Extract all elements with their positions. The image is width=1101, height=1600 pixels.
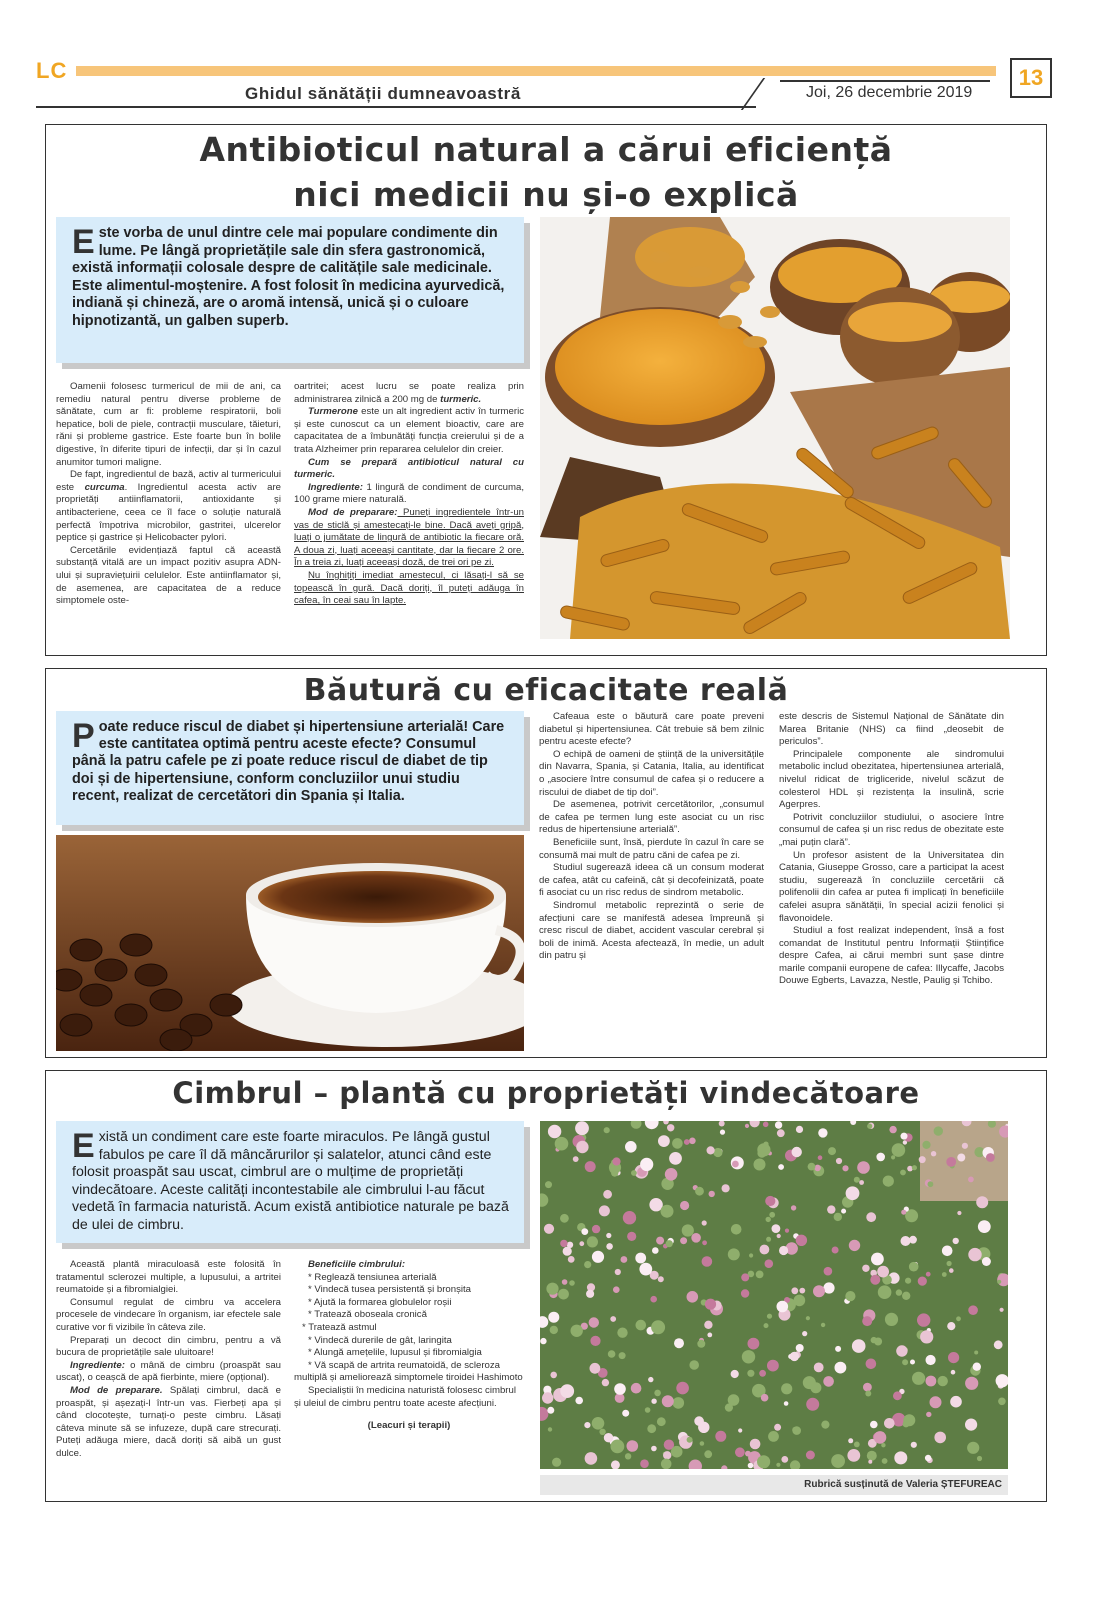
paragraph: oartritei; acest lucru se poate realiza prin administrarea zilnică a 200 mg de turmeric. (294, 381, 524, 405)
benefit-item: * Tratează astmul (302, 1321, 377, 1333)
paragraph: Sindromul metabolic reprezintă o serie de afecțiuni care se manifestă adesea împreună și cresc riscul de diabet, accident vascular cerebral și boli de inimă. Acesta afectează, în medie, un adult din patru și (539, 899, 764, 962)
paragraph: Principalele componente ale sindromului metabolic includ obezitatea, hipertensiunea arterială, nivelul ridicat de trigliceride, nivelul scăzut de colesterol HDL și rezistența la insulină, scrie Agerpres. (779, 748, 1004, 811)
page-number: 13 (1010, 58, 1052, 98)
paragraph: Preparați un decoct din cimbru, pentru a vă bucura de proprietățile sale uluitoare! (56, 1334, 281, 1359)
header-bar (76, 66, 996, 76)
lead-text: xistă un condiment care este foarte miraculos. Pe lângă gustul fabulos pe care îl dă mâncărurilor și salatelor, atunci când este folosit proaspăt sau uscat, cimbrul are o mulțime de proprietăți vindecătoare. Aceste calități incontestabile ale cimbrului l-au făcut vedetă în farmacia naturistă. Acum există antibiotice naturale pe bază de ulei de cimbru. (72, 1129, 509, 1233)
benefit-item: * Vindecă durerile de gât, laringita (308, 1334, 452, 1346)
article-turmeric (45, 124, 1047, 656)
paragraph: Această plantă miraculoasă este folosită în tratamentul sclerozei multiple, a lupusului, a artritei reumatoide și a fibromialgiei. (56, 1259, 281, 1296)
article-coffee-col-2 (779, 711, 1004, 988)
drop-cap: E (72, 223, 95, 261)
title-line-1: Antibioticul natural a cărui eficiență (199, 130, 893, 169)
article-turmeric-lead (56, 217, 524, 363)
benefit-item: * Reglează tensiunea arterială (308, 1271, 437, 1283)
article-thyme-lead (56, 1121, 524, 1243)
column-credit: Rubrică susținută de Valeria ȘTEFUREAC (540, 1475, 1008, 1495)
paragraph: Oamenii folosesc turmericul de mii de ani, ca remediu natural pentru diverse probleme de sănătate, cum ar fi: probleme respiratorii, boli hepatice, boli de piele, contracții musculare, tăieturi, răni și probleme gastrice. Este foarte bun în bolile digestive, în diferite tipuri de infecții, dar și în cazul anumitor tumori maligne. (56, 381, 281, 468)
article-coffee (45, 668, 1047, 1058)
preparation: Mod de preparare. Spălați cimbrul, dacă e proaspăt, și așezați-l într-un vas. Fierbeți apa și când clocotește, turnați-o peste cimbru. Lăsați câteva minute să se infuzeze, după care strecurați. Puteți adăuga miere, dacă doriți să aibă un gust dulce. (56, 1384, 282, 1459)
article-thyme-col-2 (294, 1259, 524, 1433)
preparation: Mod de preparare: Puneți ingredientele într-un vas de sticlă și amestecați-le bine. Dacă aveți gripă, luați o jumătate de lingură de antibiotic la fiecare oră. A doua zi, luați aceeași cantitate, dar la fiecare 2 ore. În a treia zi, luați aceeași doză, de trei ori pe zi. (294, 506, 524, 569)
benefit-item: * Vă scapă de artrita reumatoidă, de scleroza multiplă și ameliorează simptomele tiroidei Hashimoto (294, 1359, 523, 1384)
drop-cap: P (72, 717, 95, 755)
paragraph: Cafeaua este o băutură care poate preveni diabetul și hipertensiunea. Cât trebuie să bem zilnic pentru aceste efecte? (539, 711, 764, 748)
article-turmeric-col-1 (56, 381, 281, 608)
lead-text: oate reduce riscul de diabet și hipertensiune arterială! Care este cantitatea optimă pentru aceste efecte? Consumul până la patru cafele pe zi poate reduce riscul de diabet de tip doi și de hipertensiune, conform concluziilor unui studiu recent, realizat de cercetători din Spania și Italia. (72, 719, 505, 804)
article-thyme (45, 1070, 1047, 1502)
article-thyme-title: Cimbrul – plantă cu proprietăți vindecătoare (172, 1076, 920, 1110)
ingredients: Ingrediente: 1 lingură de condiment de curcuma, 100 grame miere naturală. (294, 481, 524, 506)
benefits-heading: Beneficiile cimbrului: (308, 1259, 406, 1270)
paragraph: Consumul regulat de cimbru va accelera procesele de vindecare în organism, iar efectele sale curative vor fi vizibile în câteva zile. (56, 1296, 281, 1333)
article-turmeric-title (46, 127, 1046, 217)
ingredients: Ingrediente: o mână de cimbru (proaspăt sau uscat), o ceașcă de apă fierbinte, miere (opțional). (56, 1359, 281, 1384)
benefit-item: * Vindecă tusea persistentă și bronșita (308, 1284, 472, 1296)
paragraph: Studiul a fost realizat independent, însă a fost comandat de Institutul pentru Informații Științifice despre Cafea, ai cărui membri sunt șase dintre marile companii europene de cafea: Illycaffe, Jacobs Douwe Egberts, Lavazza, Nestle, Paulig și Tchibo. (779, 925, 1004, 987)
article-turmeric-col-2 (294, 381, 524, 608)
paragraph: este descris de Sistemul Național de Sănătate din Marea Britanie (NHS) ca fiind „deosebit de periculos”. (779, 711, 1004, 748)
coffee-photo (56, 835, 524, 1051)
paragraph: Potrivit concluziilor studiului, o asociere între consumul de cafea și un risc redus de obezitate este „mai puțin clară”. (779, 811, 1004, 848)
paragraph: Cercetările evidențiază faptul că această substanță vitală are un impact pozitiv asupra ADN-ului și supraviețuirii celulelor. Este antiinflamator și, de asemenea, are capacitatea de a reduce simptomele oste- (56, 544, 281, 607)
benefit-item: * Tratează oboseala cronică (308, 1309, 427, 1321)
logo: LC (36, 58, 68, 83)
paragraph: Beneficiile sunt, însă, pierdute în cazul în care se consumă mai mult de patru căni de cafea pe zi. (539, 836, 764, 861)
benefit-item: * Alungă amețelile, lupusul și fibromialgia (308, 1347, 482, 1359)
subheading: Cum se prepară antibioticul natural cu turmeric. (294, 456, 524, 481)
paragraph: Studiul sugerează ideea că un consum moderat de cafea, atât cu cafeină, cât și decofeinizată, poate fi asociat cu un risc redus de sindrom metabolic. (539, 862, 764, 899)
lead-text: ste vorba de unul dintre cele mai populare condimente din lume. Pe lângă proprietățile sale din sfera gastronomică, există informații colosale despre de calitățile sale medicinale. Este alimentul-moștenire. A fost folosit în medicina ayurvedică, indiană și chineză, are o aromă intensă, unică și o culoare hipnotizantă, un galben superb. (72, 225, 505, 329)
header-rule-right (780, 80, 990, 82)
paragraph: De asemenea, potrivit cercetătorilor, „consumul de cafea pe termen lung este asociat cu un risc redus de hipertensiune arterială”. (539, 799, 764, 836)
publication-name: Ghidul sănătății dumneavoastră (245, 84, 521, 103)
turmeric-photo (540, 217, 1010, 639)
paragraph: De fapt, ingredientul de bază, activ al turmericului este curcuma. Ingredientul acesta activ are proprietăți antiinflamatorii, antioxidante și antibacteriene, ceea ce îl face o soluție naturală perfectă împotriva microbilor, gastritei, ulcerelor peptice și gastrice și Helicobacter pylori. (56, 469, 281, 544)
paragraph: O echipă de oameni de știință de la universitățile din Navarra, Spania, și Catania, Italia, au identificat o „asociere între consumul de cafea și o reducere a riscului de diabet de tip doi”. (539, 748, 764, 798)
source: (Leacuri și terapii) (367, 1420, 451, 1432)
title-line-2: nici medicii nu și-o explică (293, 175, 799, 214)
benefit-item: * Ajută la formarea globulelor roșii (308, 1296, 452, 1308)
header-rule (36, 106, 756, 108)
article-coffee-lead (56, 711, 524, 825)
article-coffee-title: Băutură cu eficacitate reală (303, 673, 789, 708)
article-thyme-col-1 (56, 1259, 281, 1461)
paragraph: Specialiștii în medicina naturistă folosesc cimbrul și uleiul de cimbru pentru toate aceste afecțiuni. (294, 1384, 516, 1409)
paragraph: Turmerone este un alt ingredient activ în turmeric și este cunoscut ca un element bioactiv, care are capacitatea de a îmbunătăți funcția creierului și de a trata Alzheimer prin repararea celulelor din creier. (294, 406, 524, 455)
article-coffee-col-1 (539, 711, 764, 963)
thyme-photo (540, 1121, 1008, 1469)
issue-date: Joi, 26 decembrie 2019 (806, 84, 973, 101)
paragraph: Nu înghițiți imediat amestecul, ci lăsați-l să se topească în gură. Dacă doriți, îl puteți adăuga în cafea, în ceai sau în lapte. (294, 569, 524, 607)
drop-cap: E (72, 1127, 95, 1165)
paragraph: Un profesor asistent de la Universitatea din Catania, Giuseppe Grosso, care a participat la acest studiu, sugerează în concluziile cercetării că polifenolii din cafea ar putea fi implicați în beneficiile cafelei asupra sănătății, în special acizii fenolici și flavonoidele. (779, 849, 1004, 924)
